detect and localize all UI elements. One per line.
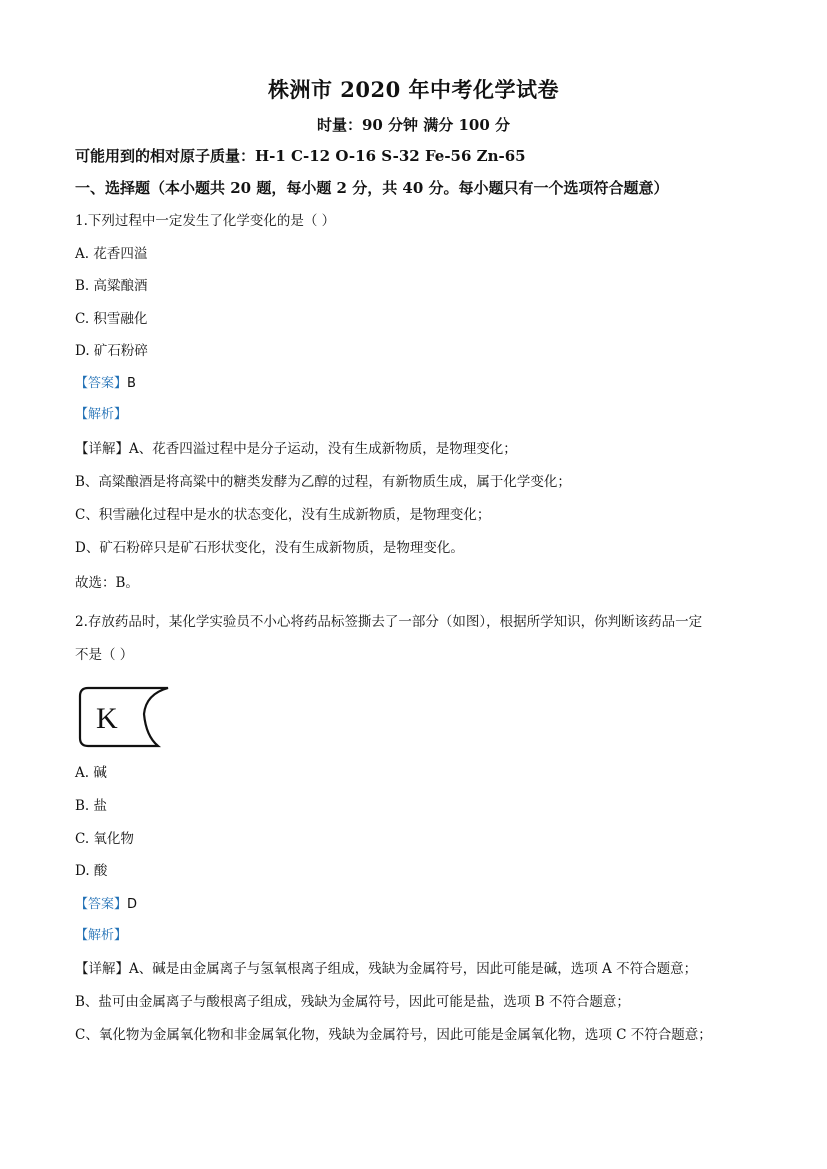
q2-detail-b: B、盐可由金属离子与酸根离子组成，残缺为金属符号，因此可能是盐，选项 B 不符合题意； [75, 994, 630, 1010]
q1-stem: 1.下列过程中一定发生了化学变化的是（ ） [75, 213, 336, 229]
q2-option-d: D. 酸 [75, 863, 108, 879]
q1-option-a: A. 花香四溢 [75, 246, 148, 262]
q2-option-c: C. 氧化物 [75, 831, 134, 847]
q2-detail-c: C、氧化物为金属氧化物和非金属氧化物，残缺为金属符号，因此可能是金属氧化物，选项 C 不符合题意； [75, 1027, 712, 1043]
answer-value: B [127, 376, 136, 391]
detail-tag: 【详解】 [75, 961, 129, 977]
q2-stem-line2: 不是（ ） [75, 647, 134, 663]
section-heading: 一、选择题（本小题共 20 题，每小题 2 分，共 40 分。每小题只有一个选项符合题意） [75, 179, 669, 197]
q1-conclusion: 故选：B。 [75, 575, 139, 591]
exam-time-score: 时量：90 分钟 满分 100 分 [316, 116, 511, 134]
answer-value: D [127, 897, 138, 912]
answer-tag: 【答案】 [75, 376, 128, 391]
answer-tag: 【答案】 [75, 897, 128, 912]
detail-text: A、碱是由金属离子与氢氧根离子组成，残缺为金属符号，因此可能是碱，选项 A 不符合题意； [129, 961, 698, 977]
q1-detail-b: B、高粱酿酒是将高粱中的糖类发酵为乙醇的过程，有新物质生成，属于化学变化； [75, 474, 571, 490]
q1-detail-a [75, 439, 517, 459]
detail-tag: 【详解】 [75, 441, 129, 457]
q2-answer [75, 894, 137, 915]
label-letter-k: K [96, 702, 118, 735]
exam-title: 株洲市 2020 年中考化学试卷 [267, 77, 560, 102]
q1-answer [75, 373, 136, 394]
torn-label-figure [76, 684, 172, 750]
q2-option-a: A. 碱 [75, 765, 107, 781]
q1-option-c: C. 积雪融化 [75, 311, 148, 327]
q2-option-b: B. 盐 [75, 798, 108, 814]
q1-option-b: B. 高粱酿酒 [75, 278, 148, 294]
q2-analysis-tag: 【解析】 [75, 928, 128, 943]
q1-option-d: D. 矿石粉碎 [75, 343, 148, 359]
q2-detail-a [75, 959, 697, 979]
torn-label-outline [80, 688, 168, 746]
atomic-masses: 可能用到的相对原子质量：H-1 C-12 O-16 S-32 Fe-56 Zn-65 [75, 147, 526, 165]
q1-detail-c: C、积雪融化过程中是水的状态变化，没有生成新物质，是物理变化； [75, 507, 491, 523]
q1-detail-d: D、矿石粉碎只是矿石形状变化，没有生成新物质，是物理变化。 [75, 540, 464, 556]
q1-analysis-tag: 【解析】 [75, 407, 128, 422]
q2-stem-line1: 2.存放药品时，某化学实验员不小心将药品标签撕去了一部分（如图），根据所学知识，你判断该药品一定 [75, 614, 703, 630]
detail-text: A、花香四溢过程中是分子运动，没有生成新物质，是物理变化； [129, 441, 517, 457]
